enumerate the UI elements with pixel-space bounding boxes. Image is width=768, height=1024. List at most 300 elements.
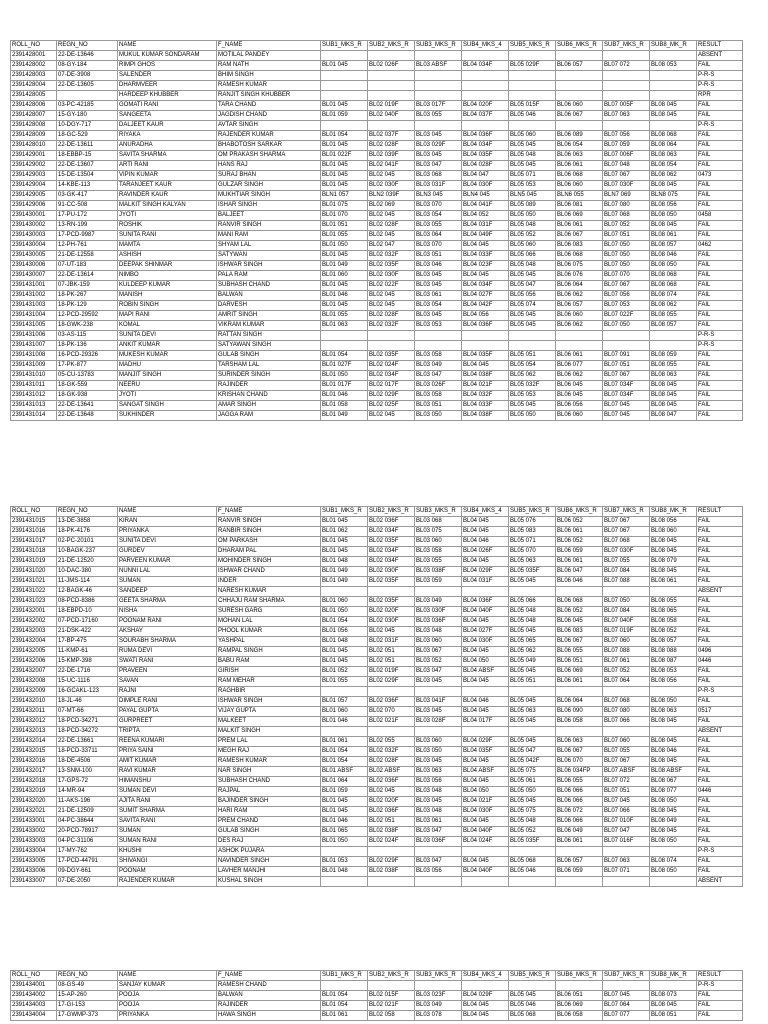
table-cell	[321, 81, 368, 91]
table-cell: BL02 024F	[368, 837, 415, 847]
table-cell	[509, 51, 556, 61]
table-cell: P-R-S	[697, 341, 743, 351]
table-cell: BL03 047	[415, 827, 462, 837]
table-cell: BL04 045	[462, 271, 509, 281]
table-cell: BL02 029F	[368, 677, 415, 687]
column-header: F_NAME	[217, 507, 321, 517]
table-cell: FAIL	[697, 797, 743, 807]
table-cell: 21-DE-12509	[57, 807, 118, 817]
table-cell: BL03 058	[415, 351, 462, 361]
table-cell: BL03 058	[415, 391, 462, 401]
table-cell: BL02 020F	[368, 607, 415, 617]
table-cell	[603, 687, 650, 697]
table-cell: BL06 064	[556, 697, 603, 707]
table-cell: FAIL	[697, 131, 743, 141]
table-cell	[556, 341, 603, 351]
table-cell: SANDEEP	[118, 587, 217, 597]
table-cell: BL06 067	[556, 637, 603, 647]
table-cell: BL02 035F	[368, 261, 415, 271]
table-cell	[415, 587, 462, 597]
column-header: ROLL_NO	[11, 507, 57, 517]
table-cell: BL02 ABSF	[368, 767, 415, 777]
table-cell: 12-PCD-29592	[57, 311, 118, 321]
table-cell: P-R-S	[697, 71, 743, 81]
table-cell: BL04 046	[462, 697, 509, 707]
table-cell: BL05 051	[509, 351, 556, 361]
table-row	[11, 121, 743, 131]
table-cell: BL01 ABSF	[321, 767, 368, 777]
table-cell: BL08 057	[650, 637, 697, 647]
table-cell: RAM NATH	[217, 61, 321, 71]
table-row	[11, 557, 743, 567]
table-cell: BL04 056	[462, 311, 509, 321]
table-cell: KIRAN	[118, 517, 217, 527]
table-cell: BL03 055	[415, 221, 462, 231]
table-row	[11, 311, 743, 321]
table-cell: BL01 061	[321, 1011, 368, 1021]
table-cell: BL08 056	[650, 201, 697, 211]
table-cell	[462, 981, 509, 991]
table-cell	[603, 587, 650, 597]
table-cell: BL08 049	[650, 817, 697, 827]
table-cell: BL06 058	[556, 1011, 603, 1021]
column-header: RESULT	[697, 41, 743, 51]
table-cell: 11-AKS-196	[57, 797, 118, 807]
table-cell: 2391431001	[11, 281, 57, 291]
table-cell: BL06 064	[556, 281, 603, 291]
table-row	[11, 707, 743, 717]
table-cell: BL07 045	[603, 797, 650, 807]
table-cell: MALKIT SINGH	[217, 727, 321, 737]
table-cell: BL03 026F	[415, 381, 462, 391]
table-cell: BL02 032F	[368, 321, 415, 331]
table-cell: FAIL	[697, 361, 743, 371]
table-row	[11, 617, 743, 627]
table-cell: 17-GI-153	[57, 1001, 118, 1011]
table-cell: BL03 049	[415, 1001, 462, 1011]
table-cell	[650, 727, 697, 737]
table-cell: BL02 017F	[368, 381, 415, 391]
table-cell: BL01 059	[321, 787, 368, 797]
table-cell: AMAR SINGH	[217, 401, 321, 411]
table-cell: BL02 038F	[368, 867, 415, 877]
table-cell	[509, 331, 556, 341]
table-cell: BL03 053	[415, 321, 462, 331]
table-cell: BL04 030F	[462, 181, 509, 191]
table-cell: BL01 051	[321, 221, 368, 231]
table-row	[11, 91, 743, 101]
table-cell: BL01 055	[321, 231, 368, 241]
table-cell: BL04 045	[462, 707, 509, 717]
table-cell: ABSENT	[697, 587, 743, 597]
table-row	[11, 757, 743, 767]
table-cell: BL07 050	[603, 241, 650, 251]
table-cell: 2391434003	[11, 1001, 57, 1011]
table-row	[11, 321, 743, 331]
table-cell	[321, 587, 368, 597]
table-row	[11, 837, 743, 847]
table-cell: BL06 060	[556, 181, 603, 191]
table-cell: BL04 029F	[462, 991, 509, 1001]
table-cell: RAGHBIR	[217, 687, 321, 697]
table-cell	[321, 121, 368, 131]
table-cell: BL06 090	[556, 707, 603, 717]
table-cell: BL01 048	[321, 557, 368, 567]
table-cell: FAIL	[697, 351, 743, 361]
table-cell: 2391429004	[11, 181, 57, 191]
table-cell: BL04 045	[462, 757, 509, 767]
table-cell: BL07 091	[603, 351, 650, 361]
table-cell: ROBIN SINGH	[118, 301, 217, 311]
table-cell: BL02 047	[368, 241, 415, 251]
table-cell: BL07 066	[603, 717, 650, 727]
table-cell: BL06 060	[556, 411, 603, 421]
table-cell: 18-PCD-34271	[57, 717, 118, 727]
table-cell: BL07 034F	[603, 391, 650, 401]
table-row	[11, 301, 743, 311]
column-header: F_NAME	[217, 971, 321, 981]
table-cell: 2391431014	[11, 411, 57, 421]
table-cell: BL02 024F	[368, 361, 415, 371]
table-cell: ISHWAR SINGH	[217, 697, 321, 707]
table-row	[11, 607, 743, 617]
table-cell: BL06 060	[556, 311, 603, 321]
table-cell: P-R-S	[697, 121, 743, 131]
table-cell: BL06 083	[556, 241, 603, 251]
table-cell: BL05 045	[509, 271, 556, 281]
table-cell: FAIL	[697, 371, 743, 381]
table-cell: BL07 034F	[603, 381, 650, 391]
table-cell: BHIM SINGH	[217, 71, 321, 81]
column-header: SUB7_MKS_R	[603, 971, 650, 981]
table-cell	[556, 71, 603, 81]
column-header: SUB1_MKS_R	[321, 41, 368, 51]
table-cell: BL01 054	[321, 131, 368, 141]
table-cell: ROSHIK	[118, 221, 217, 231]
table-cell: BL03 047	[415, 371, 462, 381]
table-cell: BL03 078	[415, 1011, 462, 1021]
table-cell: BL07 067	[603, 171, 650, 181]
table-cell: 20-PCD-78917	[57, 827, 118, 837]
table-cell: BL06 067	[556, 747, 603, 757]
table-row	[11, 181, 743, 191]
table-cell: BL01 048	[321, 637, 368, 647]
table-cell: 0517	[697, 707, 743, 717]
table-cell: 21-DE-12520	[57, 557, 118, 567]
column-header: SUB5_MKS_R	[509, 971, 556, 981]
table-row	[11, 61, 743, 71]
table-cell: BL08 055	[650, 311, 697, 321]
table-row	[11, 597, 743, 607]
table-cell: 21-DE-12558	[57, 251, 118, 261]
table-cell: BL08 045	[650, 101, 697, 111]
table-cell: BL07 030F	[603, 181, 650, 191]
table-cell: AKSHAY	[118, 627, 217, 637]
column-header: SUB4_MKS_4	[462, 507, 509, 517]
table-cell: FAIL	[697, 201, 743, 211]
table-row	[11, 341, 743, 351]
table-cell: 17-PCD-9987	[57, 231, 118, 241]
table-cell: BL05 051	[509, 677, 556, 687]
column-header: RESULT	[697, 507, 743, 517]
table-cell: BL03 048	[415, 787, 462, 797]
table-cell	[650, 687, 697, 697]
table-cell: RAJINDER	[217, 1001, 321, 1011]
table-cell: BL01 054	[321, 1001, 368, 1011]
table-cell: BL02 026F	[368, 61, 415, 71]
table-cell: 2391428006	[11, 101, 57, 111]
column-header: SUB6_MKS_R	[556, 41, 603, 51]
table-cell: BL07 063	[603, 857, 650, 867]
table-cell: MUKESH KUMAR	[118, 351, 217, 361]
table-cell: BL04 045	[462, 517, 509, 527]
table-cell: BL01 027F	[321, 361, 368, 371]
table-cell: BL01 061	[321, 737, 368, 747]
table-cell: KUSHAL SINGH	[217, 877, 321, 887]
table-cell: BL01 045	[321, 547, 368, 557]
table-cell	[368, 81, 415, 91]
table-cell	[321, 331, 368, 341]
table-cell: BL05 054	[509, 361, 556, 371]
table-cell: BL03 023F	[415, 991, 462, 1001]
table-cell: 2391430006	[11, 261, 57, 271]
table-cell: YASHPAL	[217, 637, 321, 647]
table-cell	[321, 847, 368, 857]
results-table-1	[10, 40, 743, 421]
table-cell: BL07 050	[603, 321, 650, 331]
table-cell	[650, 81, 697, 91]
table-cell	[650, 587, 697, 597]
table-cell: FAIL	[697, 837, 743, 847]
table-cell: BL05 063	[509, 707, 556, 717]
table-cell: BL05 050	[509, 411, 556, 421]
table-cell: BL07 047	[603, 827, 650, 837]
table-cell	[462, 51, 509, 61]
table-cell: BL03 075	[415, 527, 462, 537]
table-cell: 03-GK-417	[57, 191, 118, 201]
table-cell: FAIL	[697, 557, 743, 567]
table-cell: BL01 046	[321, 291, 368, 301]
table-cell: BL03 047	[415, 667, 462, 677]
table-cell: SOURABH SHARMA	[118, 637, 217, 647]
column-header: SUB1_MKS_R	[321, 971, 368, 981]
table-cell: FAIL	[697, 61, 743, 71]
table-cell: BL04 045	[462, 527, 509, 537]
table-cell: NUNNI LAL	[118, 567, 217, 577]
table-cell: BL01 045	[321, 61, 368, 71]
table-cell	[603, 331, 650, 341]
table-cell: 2391430005	[11, 251, 57, 261]
table-cell: 22-DE-13641	[57, 401, 118, 411]
header-row	[11, 971, 743, 981]
table-cell: BL04 021F	[462, 381, 509, 391]
table-cell: BL03 031F	[415, 181, 462, 191]
table-cell: BL06 083	[556, 627, 603, 637]
column-header: SUB6_MKS_R	[556, 507, 603, 517]
table-cell: 17-MY-762	[57, 847, 118, 857]
table-cell: 0473	[697, 171, 743, 181]
table-cell: RANJIT SINGH KHUBBER	[217, 91, 321, 101]
table-cell: BL08 045	[650, 381, 697, 391]
table-cell: BL06 070	[556, 757, 603, 767]
table-cell: 04-PC-38644	[57, 817, 118, 827]
table-cell: FAIL	[697, 697, 743, 707]
table-cell	[462, 587, 509, 597]
table-cell: BL04 050	[462, 787, 509, 797]
table-cell: BL03 045	[415, 151, 462, 161]
table-cell: BL08 050	[650, 867, 697, 877]
table-cell: BL03 061	[415, 817, 462, 827]
table-cell: 2391431008	[11, 351, 57, 361]
table-cell: SATYWAN	[217, 251, 321, 261]
table-cell: BL06 069	[556, 211, 603, 221]
table-cell: BL01 050	[321, 607, 368, 617]
table-cell: 2391431010	[11, 371, 57, 381]
table-cell: 2391432019	[11, 787, 57, 797]
table-cell: AVTAR SINGH	[217, 121, 321, 131]
table-cell: BL08 050	[650, 211, 697, 221]
table-cell: BL04 046	[462, 537, 509, 547]
table-cell: BL07 010F	[603, 817, 650, 827]
table-cell: SUBHASH CHAND	[217, 777, 321, 787]
table-cell: BL06 066	[556, 797, 603, 807]
table-cell: 0446	[697, 657, 743, 667]
table-cell: BL03 049	[415, 597, 462, 607]
table-cell: RAVINDER KAUR	[118, 191, 217, 201]
table-row	[11, 981, 743, 991]
table-cell: BL07 030F	[603, 547, 650, 557]
table-cell	[321, 71, 368, 81]
table-cell	[650, 341, 697, 351]
table-cell: PRIYANKA	[118, 527, 217, 537]
table-cell: BL02 028F	[368, 141, 415, 151]
table-cell: 18-PK-129	[57, 301, 118, 311]
table-cell: BL03 060	[415, 537, 462, 547]
table-cell: BL02 030F	[368, 181, 415, 191]
column-header: REGN_NO	[57, 41, 118, 51]
table-cell: BL07 080	[603, 707, 650, 717]
table-cell: BL04 040F	[462, 867, 509, 877]
table-cell: 12-BAGK-46	[57, 587, 118, 597]
table-cell: BL03 046	[415, 261, 462, 271]
table-row	[11, 857, 743, 867]
table-cell: SURESH GARG	[217, 607, 321, 617]
table-cell: BL05 047	[509, 747, 556, 757]
table-cell: PRAVEEN	[118, 667, 217, 677]
table-cell: BL07 061	[603, 657, 650, 667]
column-header: SUB4_MKS_4	[462, 41, 509, 51]
table-cell: JYOTI	[118, 391, 217, 401]
table-cell: FAIL	[697, 1011, 743, 1021]
table-cell: RAMPAL SINGH	[217, 647, 321, 657]
table-cell: BL02 035F	[368, 351, 415, 361]
table-cell: GULAB SINGH	[217, 827, 321, 837]
table-cell: FAIL	[697, 527, 743, 537]
column-header: ROLL_NO	[11, 41, 57, 51]
table-row	[11, 657, 743, 667]
table-row	[11, 767, 743, 777]
table-cell: BL01 062	[321, 527, 368, 537]
table-cell: BL03 070	[415, 201, 462, 211]
table-cell	[556, 981, 603, 991]
table-cell: BL06 061	[556, 557, 603, 567]
table-cell: BL08 045	[650, 1001, 697, 1011]
table-cell: FAIL	[697, 391, 743, 401]
table-cell: BL03 047	[415, 161, 462, 171]
table-cell: BL06 067	[556, 231, 603, 241]
table-row	[11, 577, 743, 587]
table-cell: BL03 058	[415, 547, 462, 557]
table-cell: BL07 051	[603, 231, 650, 241]
table-cell: RANVIR SINGH	[217, 221, 321, 231]
table-cell: BL06 057	[556, 301, 603, 311]
table-cell: BL05 062	[509, 647, 556, 657]
table-cell	[650, 121, 697, 131]
table-cell: 2391428002	[11, 61, 57, 71]
table-cell: BL04 045	[462, 557, 509, 567]
table-cell: DARVESH	[217, 301, 321, 311]
table-cell: BL06 051	[556, 991, 603, 1001]
table-cell: 2391432005	[11, 647, 57, 657]
table-cell: BL04 017F	[462, 717, 509, 727]
table-cell: BL03 045	[415, 677, 462, 687]
table-row	[11, 211, 743, 221]
table-cell: ISHWAR CHAND	[217, 567, 321, 577]
table-cell: FAIL	[697, 597, 743, 607]
table-cell: 2391431023	[11, 597, 57, 607]
table-cell	[509, 91, 556, 101]
table-cell: 2391433003	[11, 837, 57, 847]
column-header: SUB7_MKS_R	[603, 41, 650, 51]
table-cell: BLN3 045	[415, 191, 462, 201]
table-cell: 2391432006	[11, 657, 57, 667]
table-cell: BL04 045	[462, 647, 509, 657]
table-cell: BL06 069	[556, 667, 603, 677]
table-cell: KULDEEP KUMAR	[118, 281, 217, 291]
table-cell	[368, 51, 415, 61]
table-cell: BL07 016F	[603, 837, 650, 847]
table-cell: BL04 032F	[462, 391, 509, 401]
table-cell: PHOOL KUMAR	[217, 627, 321, 637]
table-cell: 22-DE-13611	[57, 141, 118, 151]
table-cell: BL04 036F	[462, 597, 509, 607]
table-cell: BL03 041F	[415, 697, 462, 707]
table-cell: BL07 052	[603, 667, 650, 677]
table-cell: BL08 088	[650, 647, 697, 657]
table-cell: BL02 051	[368, 647, 415, 657]
table-row	[11, 627, 743, 637]
table-cell: 10-DAC-380	[57, 567, 118, 577]
table-cell: FAIL	[697, 181, 743, 191]
table-cell: SWATI RANI	[118, 657, 217, 667]
table-cell: DALJEET KAUR	[118, 121, 217, 131]
table-row	[11, 411, 743, 421]
table-cell: BL07 045	[603, 401, 650, 411]
table-cell: BLN5 045	[509, 191, 556, 201]
table-cell: BL07 059	[603, 141, 650, 151]
table-cell: 2391428010	[11, 141, 57, 151]
table-cell: RANBIR SINGH	[217, 527, 321, 537]
table-cell: KOMAL	[118, 321, 217, 331]
table-cell: INDER	[217, 577, 321, 587]
table-cell: P-R-S	[697, 81, 743, 91]
table-cell: SUBHASH CHAND	[217, 281, 321, 291]
table-cell: RAJENDER KUMAR	[217, 131, 321, 141]
table-cell: BL04 020F	[462, 101, 509, 111]
table-cell: BL01 060	[321, 271, 368, 281]
table-row	[11, 537, 743, 547]
column-header: SUB5_MKS_R	[509, 41, 556, 51]
